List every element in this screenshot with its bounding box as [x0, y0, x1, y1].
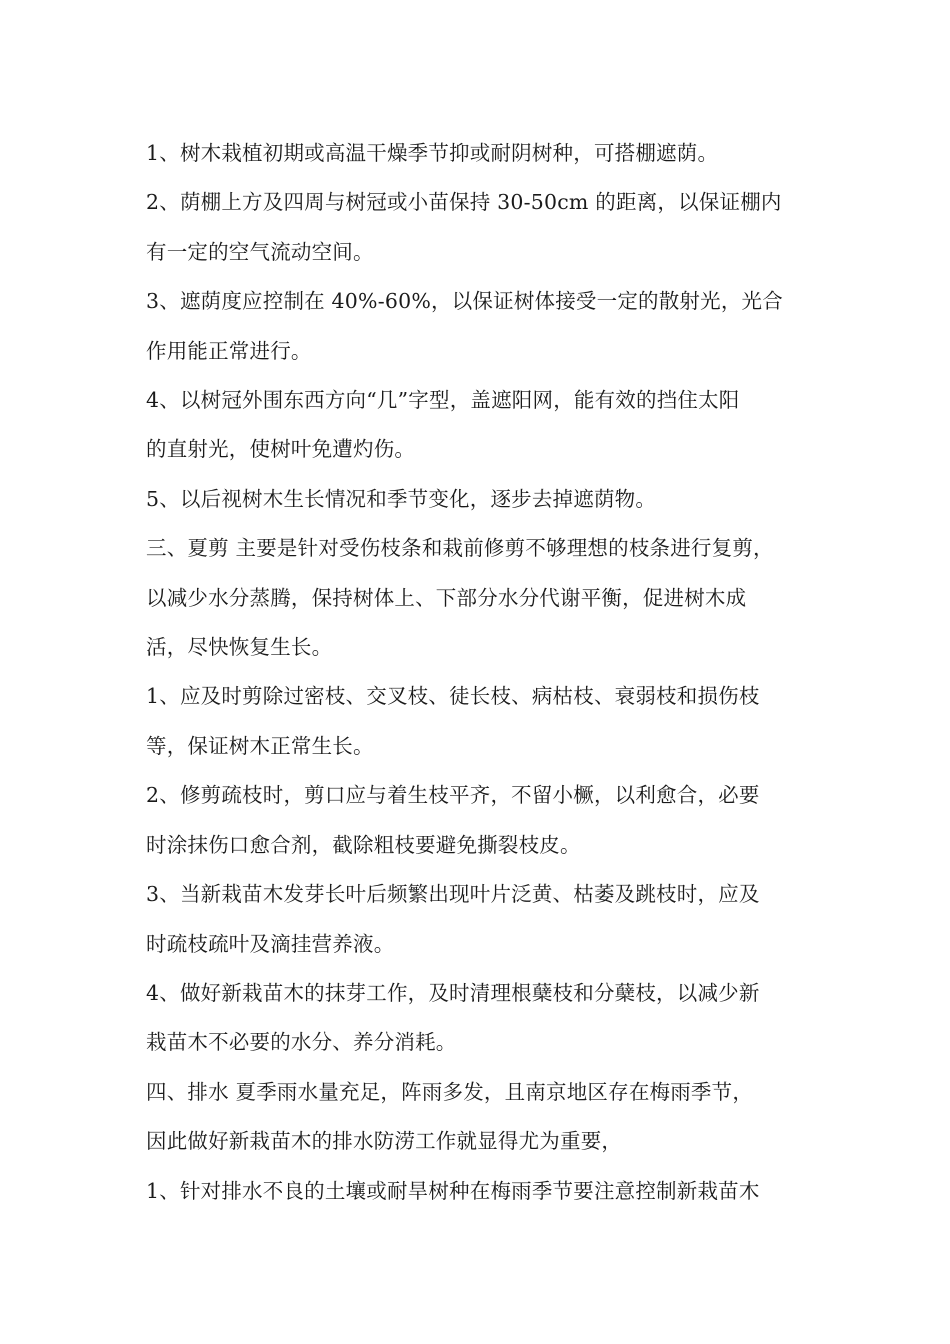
text-line: 栽苗木不必要的水分、养分消耗。: [146, 1030, 457, 1055]
text-line: 3、遮荫度应控制在 40%-60%，以保证树体接受一定的散射光，光合: [146, 289, 783, 314]
text-line: 4、以树冠外围东西方向“几”字型，盖遮阳网，能有效的挡住太阳: [146, 388, 740, 413]
text-line: 时涂抹伤口愈合剂，截除粗枝要避免撕裂枝皮。: [146, 832, 581, 857]
text-line: 2、荫棚上方及四周与树冠或小苗保持 30-50cm 的距离，以保证棚内: [146, 190, 782, 215]
text-line: 作用能正常进行。: [146, 338, 312, 363]
section-heading-line: 四、排水 夏季雨水量充足，阵雨多发，且南京地区存在梅雨季节，: [146, 1079, 754, 1104]
text-line: 的直射光，使树叶免遭灼伤。: [146, 437, 416, 462]
section-heading-line: 三、夏剪 主要是针对受伤枝条和栽前修剪不够理想的枝条进行复剪，: [146, 536, 774, 561]
text-line: 3、当新栽苗木发芽长叶后频繁出现叶片泛黄、枯萎及跳枝时，应及: [146, 882, 760, 907]
text-line: 时疏枝疏叶及滴挂营养液。: [146, 931, 395, 956]
text-line: 活，尽快恢复生长。: [146, 635, 333, 660]
document-body: [146, 129, 816, 1216]
text-line: 2、修剪疏枝时，剪口应与着生枝平齐，不留小橛，以利愈合，必要: [146, 783, 760, 808]
text-line: 4、做好新栽苗木的抹芽工作，及时清理根蘖枝和分蘖枝，以减少新: [146, 980, 760, 1005]
text-line: 1、针对排水不良的土壤或耐旱树种在梅雨季节要注意控制新栽苗木: [146, 1178, 760, 1203]
text-line: 因此做好新栽苗木的排水防涝工作就显得尤为重要，: [146, 1129, 623, 1154]
text-line: 等，保证树木正常生长。: [146, 733, 374, 758]
text-line: 有一定的空气流动空间。: [146, 239, 374, 264]
text-line: 以减少水分蒸腾，保持树体上、下部分水分代谢平衡，促进树木成: [146, 585, 747, 610]
text-line: 5、以后视树木生长情况和季节变化，逐步去掉遮荫物。: [146, 486, 657, 511]
text-line: 1、应及时剪除过密枝、交叉枝、徒长枝、病枯枝、衰弱枝和损伤枝: [146, 684, 760, 709]
text-line: 1、树木栽植初期或高温干燥季节抑或耐阴树种，可搭棚遮荫。: [146, 141, 719, 165]
